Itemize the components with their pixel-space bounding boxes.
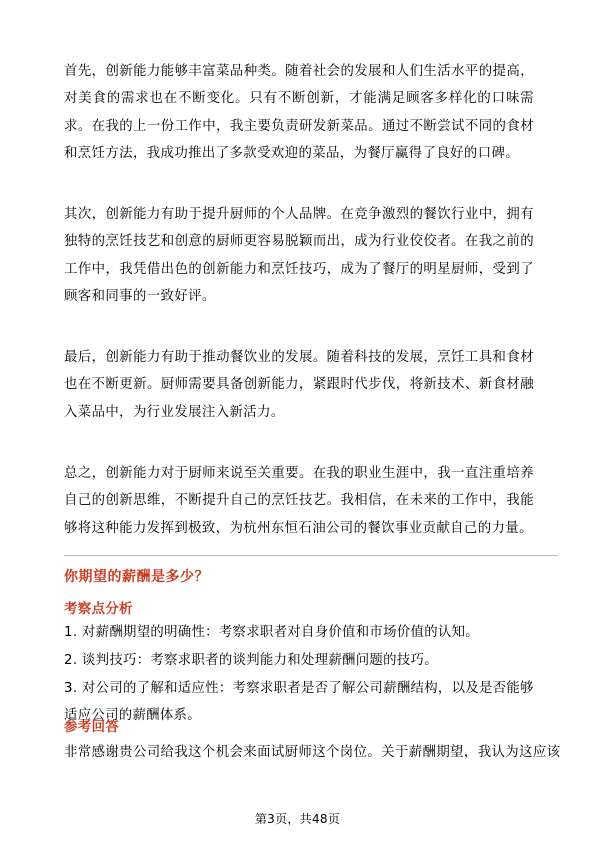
body-paragraph-2: 其次，创新能力有助于提升厨师的个人品牌。在竞争激烈的餐饮行业中，拥有独特的烹饪技艺和创意的厨师更容易脱颖而出，成为行业佼佼者。在我之前的工作中，我凭借出色的创新能力和烹饪技巧，成为了餐厅的明星厨师，受到了顾客和同事的一致好评。	[64, 207, 534, 304]
analysis-item-2: 2. 谈判技巧：考察求职者的谈判能力和处理薪酬问题的技巧。	[64, 653, 438, 668]
analysis-heading: 考察点分析	[64, 602, 133, 617]
page-footer	[0, 810, 595, 827]
body-paragraph-1: 首先，创新能力能够丰富菜品种类。随着社会的发展和人们生活水平的提高，对美食的需求也在不断变化。只有不断创新，才能满足顾客多样化的口味需求。在我的上一份工作中，我主要负责研发新菜品。通过不断尝试不同的食材和烹饪方法，我成功推出了多款受欢迎的菜品，为餐厅赢得了良好的口碑。	[64, 64, 534, 161]
analysis-item-1: 1. 对薪酬期望的明确性：考察求职者对自身价值和市场价值的认知。	[64, 625, 479, 640]
answer-paragraph: 非常感谢贵公司给我这个机会来面试厨师这个岗位。关于薪酬期望，我认为这应该	[64, 745, 561, 760]
analysis-item-3: 3. 对公司的了解和适应性：考察求职者是否了解公司薪酬结构，以及是否能够适应公司的薪酬体系。	[64, 681, 534, 724]
body-paragraph-3: 最后，创新能力有助于推动餐饮业的发展。随着科技的发展，烹饪工具和食材也在不断更新。厨师需要具备创新能力，紧跟时代步伐，将新技术、新食材融入菜品中，为行业发展注入新活力。	[64, 350, 534, 420]
body-paragraph-4: 总之，创新能力对于厨师来说至关重要。在我的职业生涯中，我一直注重培养自己的创新思维，不断提升自己的烹饪技艺。我相信，在未来的工作中，我能够将这种能力发挥到极致，为杭州东恒石油公司的餐饮事业贡献自己的力量。	[64, 466, 534, 536]
answer-heading: 参考回答	[64, 720, 120, 735]
question-title: 你期望的薪酬是多少？	[64, 569, 209, 585]
page-number-label: 第3页，共48页	[254, 812, 341, 826]
section-divider	[64, 555, 558, 556]
